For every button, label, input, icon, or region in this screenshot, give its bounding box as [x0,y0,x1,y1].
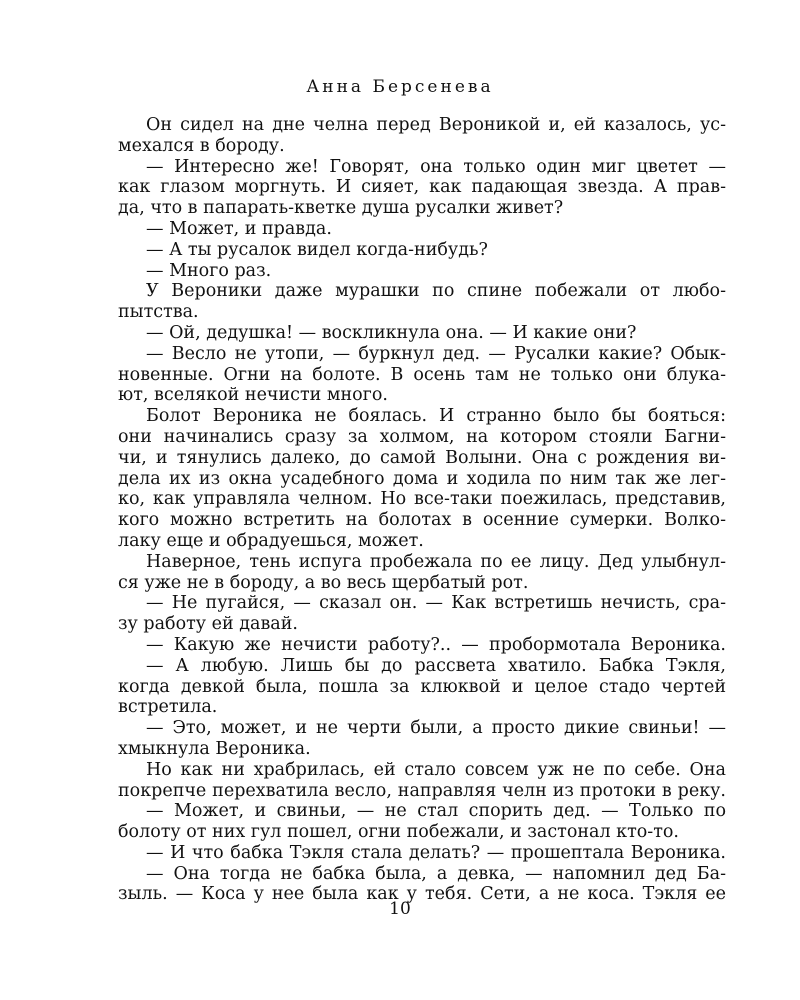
text-line: — Интересно же! Говорят, она только один миг цветет — [146,156,726,177]
text-line: У Вероники даже мурашки по спине побежали от любо- [146,281,726,302]
text-line: болоту от них гул пошел, огни побежали, и застонал кто-то. [118,822,679,843]
text-line: — Не пугайся, — сказал он. — Как встретишь нечисть, сра- [146,593,726,614]
body-text [118,115,726,905]
text-line: новенные. Огни на болоте. В осень там не только они блука- [118,364,726,385]
text-line: ют, вселякой нечисти много. [118,385,388,406]
text-line: — Весло не утопи, — буркнул дед. — Русалки какие? Обык- [146,343,726,364]
text-line: как глазом моргнуть. И сияет, как падающая звезда. А прав- [118,177,726,198]
text-line: — Много раз. [146,260,272,281]
text-line: когда девкой была, пошла за клюквой и целое стадо чертей [118,676,726,697]
text-line: — А ты русалок видел когда-нибудь? [146,239,488,260]
text-line: — И что бабка Тэкля стала делать? — прошептала Вероника. [146,842,726,863]
text-line: зыль. — Коса у нее была как у тебя. Сети, а не коса. Тэкля ее [118,884,726,905]
text-line: — А любую. Лишь бы до рассвета хватило. Бабка Тэкля, [146,655,726,676]
text-line: встретила. [118,697,218,718]
text-line: мехался в бороду. [118,135,285,156]
text-line: Наверное, тень испуга пробежала по ее лицу. Дед улыбнул- [146,551,726,572]
text-line: ко, как управляла челном. Но все-таки поежилась, представив, [118,489,726,510]
text-line: ся уже не в бороду, а во весь щербатый рот. [118,572,529,593]
running-header-author: Анна Берсенева [306,77,494,97]
text-line: хмыкнула Вероника. [118,738,311,759]
text-line: лаку еще и обрадуешься, может. [118,530,424,551]
text-line: чи, и тянулись далеко, до самой Волыни. Она с рождения ви- [118,447,726,468]
text-line: — Она тогда не бабка была, а девка, — напомнил дед Ба- [146,863,726,884]
page-number: 10 [389,899,411,919]
text-line: Но как ни храбрилась, ей стало совсем уж не по себе. Она [146,759,726,780]
text-line: кого можно встретить на болотах в осенние сумерки. Волко- [118,510,726,531]
text-line: Он сидел на дне челна перед Вероникой и, ей казалось, ус- [146,115,726,135]
text-line: — Какую же нечисти работу?.. — пробормотала Вероника. [146,634,726,655]
text-line: — Это, может, и не черти были, а просто дикие свиньи! — [146,718,726,739]
text-line: зу работу ей давай. [118,614,298,635]
text-line: да, что в папарать-кветке душа русалки живет? [118,198,564,219]
text-line: дела их из окна усадебного дома и ходила по ним так же лег- [118,468,726,489]
text-line: Болот Вероника не боялась. И странно было бы бояться: [146,406,726,427]
text-line: — Может, и правда. [146,218,332,239]
text-line: они начинались сразу за холмом, на котором стояли Багни- [118,426,726,447]
text-line: — Ой, дедушка! — воскликнула она. — И какие они? [146,322,637,343]
text-line: пытства. [118,302,199,323]
text-line: — Может, и свиньи, — не стал спорить дед. — Только по [146,801,726,822]
text-line: покрепче перехватила весло, направляя челн из протоки в реку. [118,780,726,801]
